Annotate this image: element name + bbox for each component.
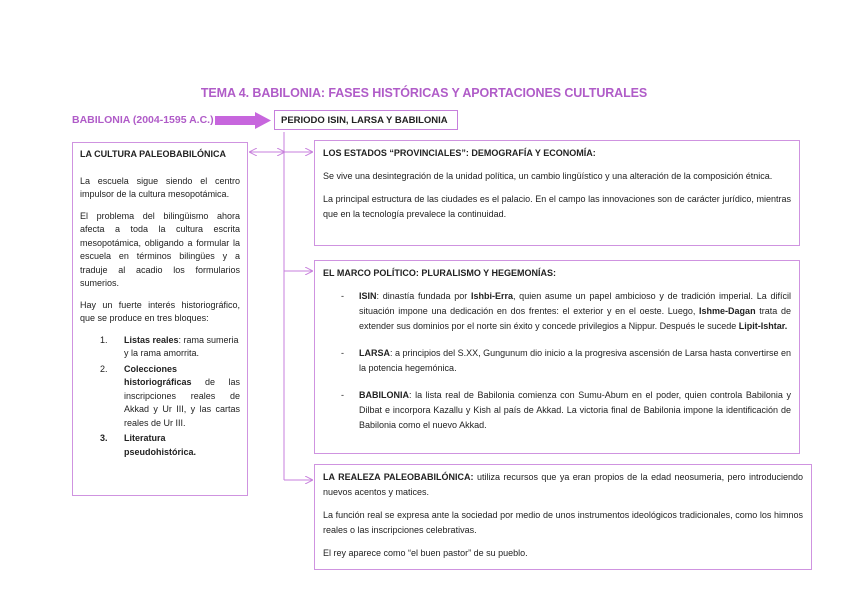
text: utiliza recursos que ya eran propios de la edad neosumeria, pero introduciendo nuevos acentos y matices. [323, 472, 803, 497]
box-marco-politico [314, 260, 800, 454]
list-number: 2. [100, 363, 108, 374]
box-heading: LA REALEZA PALEOBABILÓNICA: [323, 472, 474, 482]
left-paragraph: La escuela sigue siendo el centro impulsor de la cultura mesopotámica. [80, 175, 240, 199]
left-paragraph: Hay un fuerte interés historiográfico, que se produce en tres bloques: [80, 299, 240, 323]
list-item [100, 334, 240, 361]
list-item-text: de las inscripciones reales de Akkad y Ur III, y las cartas reales de Ur III. [124, 377, 240, 428]
dash-bullet: - [341, 291, 344, 301]
box-heading: EL MARCO POLÍTICO: PLURALISMO Y HEGEMONÍAS: [323, 268, 557, 278]
keyword: BABILONIA [359, 390, 409, 400]
box-heading-paragraph [323, 470, 803, 500]
box-paragraph: La principal estructura de las ciudades es el palacio. En el campo las innovaciones son de carácter jurídico, mientras que en la tecnología prevalece la continuidad. [323, 194, 791, 219]
keyword: Ishme-Dagan [699, 306, 756, 316]
document-title: TEMA 4. BABILONIA: FASES HISTÓRICAS Y APORTACIONES CULTURALES [200, 86, 648, 100]
box-estados-provinciales [314, 140, 800, 246]
text: trata de extender sus dominios por el norte sin éxito y concede privilegios a Nippur. Después le sucede [359, 306, 791, 331]
list-number: 1. [100, 334, 108, 345]
box-heading: LOS ESTADOS “PROVINCIALES”: DEMOGRAFÍA Y ECONOMÍA: [323, 148, 596, 158]
list-item-larsa [323, 346, 791, 376]
box-paragraph: El rey aparece como “el buen pastor” de su pueblo. [323, 548, 528, 558]
box-paragraph: Se vive una desintegración de la unidad política, un cambio lingüístico y una alteración de la composición étnica. [323, 171, 773, 181]
left-paragraph: El problema del bilingüismo ahora afecta a toda la cultura escrita mesopotámica, obligando a formular la escuela en términos bilingües y a traduje al acadio los formularios sumerios. [80, 210, 240, 288]
text: : dinastía fundada por [376, 291, 471, 301]
list-item-bold: Literatura pseudohistórica. [124, 433, 197, 457]
keyword: LARSA [359, 348, 390, 358]
keyword: Ishbi-Erra [470, 291, 513, 301]
list-item-text: : rama sumeria y la rama amorrita. [124, 334, 239, 358]
left-box-cultura [72, 142, 248, 496]
period-box: PERIODO ISIN, LARSA Y BABILONIA [274, 110, 458, 130]
list-item-bold: Listas reales [124, 334, 179, 345]
keyword: ISIN [359, 291, 377, 301]
left-heading: LA CULTURA PALEOBABILÓNICA [80, 149, 226, 159]
text: , quien asume un papel ambicioso y de tradición imperial. La difícil situación impone una dedicación en dos frentes: el exterior y en el oeste. Luego, [359, 291, 791, 316]
list-item-isin [323, 289, 791, 334]
text: : la lista real de Babilonia comienza con Sumu-Abum en el poder, quien controla Babilonia y Dilbat e incorpora Kazallu y Kish al país de Akkad. La victoria final de Babilonia impone la identificación de Babilonia como el nuevo Akkad. [359, 390, 791, 430]
text: : a principios del S.XX, Gungunum dio inicio a la progresiva ascensión de Larsa hasta convertirse en la potencia hegemónica. [359, 348, 791, 373]
list-item [100, 432, 240, 459]
box-paragraph: La función real se expresa ante la sociedad por medio de unos instrumentos ideológicos tradicionales, como los himnos reales o las inscripciones celebrativas. [323, 510, 803, 535]
list-number: 3. [100, 433, 108, 443]
historiography-list [80, 334, 240, 460]
babilonia-label: BABILONIA (2004-1595 A.C.) [72, 114, 214, 126]
city-list [323, 289, 791, 433]
dash-bullet: - [341, 348, 344, 358]
list-item-babilonia [323, 388, 791, 433]
list-item [100, 363, 240, 431]
keyword: Lipit-Ishtar. [738, 321, 788, 331]
list-item-bold: Colecciones historiográficas [124, 363, 192, 387]
dash-bullet: - [341, 390, 344, 400]
box-realeza [314, 464, 812, 570]
